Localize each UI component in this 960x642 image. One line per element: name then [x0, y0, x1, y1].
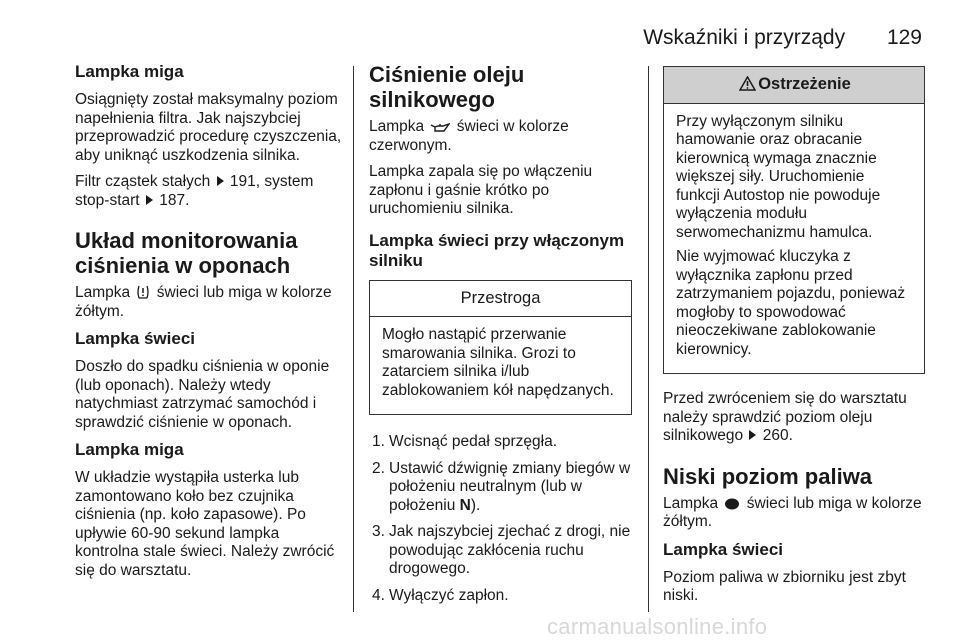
- warning-title: Ostrzeżenie: [758, 75, 851, 93]
- warning-header: [664, 67, 924, 104]
- paragraph-oil-startup: Lampka zapala się po włączeniu zapłonu i gaśnie krótko po uruchomieniu silnika.: [369, 163, 593, 217]
- paragraph-fuel-lamp: Lampka świeci lub miga w kolorze żółtym.: [663, 494, 922, 530]
- page-reference-arrow-icon: [749, 430, 756, 440]
- list-item: 4. Wyłączyć zapłon.: [372, 586, 509, 604]
- fuel-drop-icon: [724, 498, 740, 510]
- heading-fuel-lamp-lit: Lampka świeci: [663, 539, 784, 559]
- warning-paragraph-2: Nie wyjmować kluczyka z wyłącznika zapłonu przed zatrzymaniem pojazdu, ponieważ mogłoby to spowodować nieoczekiwane zablokowanie kierownicy.: [676, 248, 906, 358]
- caution-body: Mogło nastąpić przerwanie smarowania silnika. Grozi to zatarciem silnika i/lub zablokowaniem kół napędzanych.: [382, 326, 614, 399]
- heading-tpms: Układ monitorowania ciśnienia w oponach: [75, 228, 298, 278]
- heading-lamp-lit: Lampka świeci: [75, 329, 196, 348]
- page-header: [643, 26, 922, 50]
- heading-lamp-blinks-tpms: Lampka miga: [75, 440, 184, 459]
- list-item: 3. Jak najszybciej zjechać z drogi, nie powodując zakłócenia ruchu drogowego.: [372, 523, 631, 577]
- page-number: 129: [886, 26, 922, 49]
- paragraph-tpms: Lampka świeci lub miga w kolorze żółtym.: [75, 284, 332, 320]
- watermark: carmanualsonline.info: [547, 614, 768, 639]
- list-item: 1. Wcisnąć pedał sprzęgła.: [372, 433, 557, 450]
- paragraph-filter-full: Osiągnięty został maksymalny poziom napełnienia filtra. Jak najszybciej przeprowadzić procedurę czyszczenia, aby uniknąć uszkodzenia silnika.: [75, 91, 342, 164]
- paragraph-pressure-drop: Doszło do spadku ciśnienia w oponie (lub oponach). Należy wtedy natychmiast zatrzymać samochód i sprawdzić ciśnienie w oponach.: [75, 358, 330, 431]
- heading-oil-pressure: Ciśnienie oleju silnikowego: [369, 62, 525, 112]
- steps-list: [369, 433, 632, 605]
- paragraph-check-oil: Przed zwróceniem się do warsztatu należy sprawdzić poziom oleju silnikowego 260.: [663, 390, 907, 444]
- column-middle: [369, 62, 632, 613]
- column-divider: [353, 66, 354, 612]
- warning-paragraph-1: Przy wyłączonym silniku hamowanie oraz obracanie kierownicą wymaga znacznie większej siły. Uruchomienie funkcji Autostop nie powoduje wyłączenia modułu serwomechanizmu hamulca.: [676, 112, 881, 241]
- warning-box: [663, 66, 925, 374]
- page-reference-arrow-icon: [217, 176, 224, 186]
- oil-can-icon: [430, 123, 450, 133]
- page-reference-arrow-icon: [146, 195, 153, 205]
- tire-pressure-icon: [136, 285, 150, 299]
- caution-title: Przestroga: [370, 281, 631, 318]
- paragraph-fuel-low: Poziom paliwa w zbiorniku jest zbyt niski.: [663, 568, 906, 604]
- column-left: [75, 62, 345, 588]
- list-item: 2. Ustawić dźwignię zmiany biegów w położeniu neutralnym (lub w położeniu N).: [372, 459, 631, 514]
- column-divider: [648, 66, 649, 612]
- paragraph-tpms-fault: W układzie wystąpiła usterka lub zamontowano koło bez czujnika ciśnienia (np. koło zapasowe). Po upływie 60-90 sekund lampka kontrolna stale świeci. Należy zwrócić się do warsztatu.: [75, 469, 335, 579]
- heading-lamp-blinks: Lampka miga: [75, 62, 184, 81]
- heading-low-fuel: Niski poziom paliwa: [663, 463, 873, 489]
- heading-lamp-lit-running: Lampka świeci przy włączonym silniku: [369, 230, 625, 270]
- section-title: Wskaźniki i przyrządy: [643, 26, 846, 49]
- warning-triangle-icon: [739, 76, 756, 91]
- paragraph-oil-lamp: Lampka świeci w kolorze czerwonym.: [369, 118, 569, 154]
- caution-box: [369, 280, 632, 416]
- paragraph-filter-refs: Filtr cząstek stałych 191, system stop-start 187.: [75, 173, 314, 209]
- column-right: [663, 62, 925, 614]
